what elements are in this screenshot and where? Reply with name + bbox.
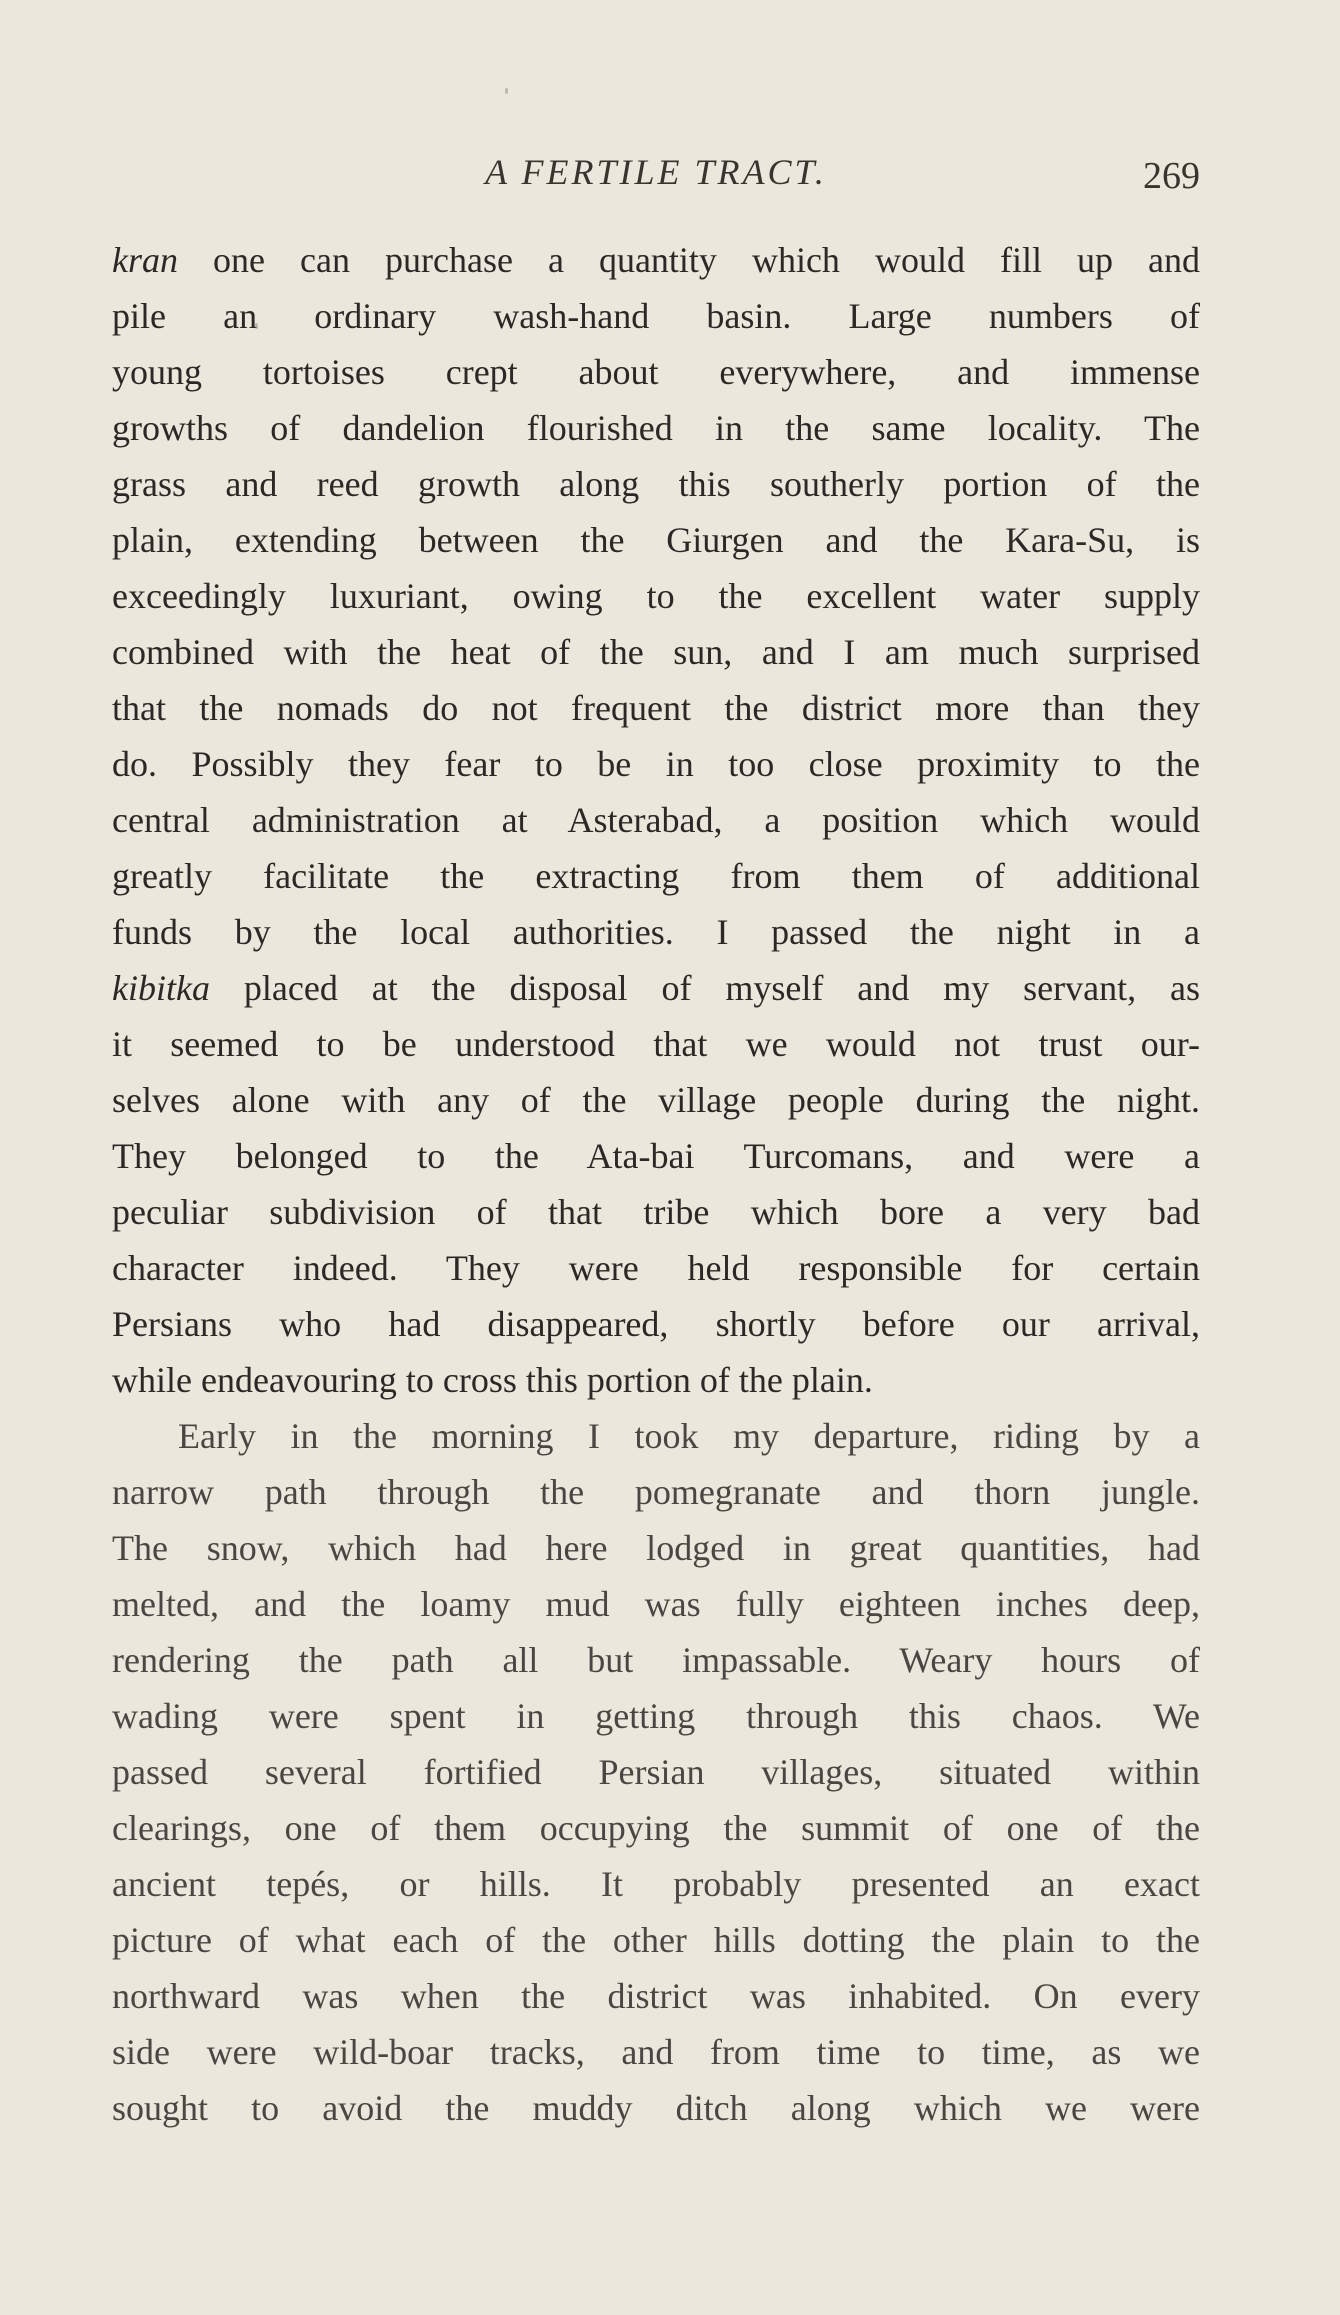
text-segment: it seemed to be understood that we would not trust our-	[112, 1024, 1200, 1064]
text-segment: do. Possibly they fear to be in too close proximity to the	[112, 744, 1200, 784]
text-segment: exceedingly luxuriant, owing to the excellent water supply	[112, 576, 1200, 616]
text-segment: pile an ordinary wash-hand basin. Large numbers of	[112, 296, 1200, 336]
text-line	[112, 1352, 1200, 1408]
text-segment: sought to avoid the muddy ditch along which we were	[112, 2088, 1200, 2128]
text-line	[112, 1184, 1200, 1240]
text-segment: growths of dandelion flourished in the same locality. The	[112, 408, 1200, 448]
text-segment: Persians who had disappeared, shortly before our arrival,	[112, 1304, 1200, 1344]
text-segment: while endeavouring to cross this portion of the plain.	[112, 1360, 873, 1400]
text-line	[112, 1016, 1200, 1072]
page-header	[112, 150, 1200, 200]
italic-word: kibitka	[112, 968, 210, 1008]
text-line	[112, 1520, 1200, 1576]
text-line	[112, 736, 1200, 792]
text-line	[112, 960, 1200, 1016]
text-line	[112, 2024, 1200, 2080]
text-line	[112, 680, 1200, 736]
body-text	[112, 232, 1200, 2136]
text-segment: melted, and the loamy mud was fully eighteen inches deep,	[112, 1584, 1200, 1624]
italic-word: kran	[112, 240, 178, 280]
text-segment: side were wild-boar tracks, and from time to time, as we	[112, 2032, 1200, 2072]
text-segment: selves alone with any of the village people during the night.	[112, 1080, 1200, 1120]
paragraph-2	[112, 1408, 1200, 2136]
text-segment: funds by the local authorities. I passed the night in a	[112, 912, 1200, 952]
text-line	[112, 288, 1200, 344]
text-line	[112, 1296, 1200, 1352]
text-line	[112, 904, 1200, 960]
text-segment: clearings, one of them occupying the summit of one of the	[112, 1808, 1200, 1848]
text-segment: passed several fortified Persian villages, situated within	[112, 1752, 1200, 1792]
text-line	[112, 1240, 1200, 1296]
text-segment: grass and reed growth along this southerly portion of the	[112, 464, 1200, 504]
text-line	[112, 512, 1200, 568]
text-segment: rendering the path all but impassable. Weary hours of	[112, 1640, 1200, 1680]
text-line	[112, 1968, 1200, 2024]
text-line	[112, 624, 1200, 680]
text-line	[112, 232, 1200, 288]
text-segment: young tortoises crept about everywhere, and immense	[112, 352, 1200, 392]
text-segment: They belonged to the Ata-bai Turcomans, and were a	[112, 1136, 1200, 1176]
page-number: 269	[1143, 155, 1200, 197]
text-line	[112, 1912, 1200, 1968]
text-segment: ancient tepés, or hills. It probably presented an exact	[112, 1864, 1200, 1904]
running-title: A FERTILE TRACT.	[485, 152, 827, 192]
text-segment: Early in the morning I took my departure, riding by a	[178, 1416, 1200, 1456]
text-segment: character indeed. They were held responsible for certain	[112, 1248, 1200, 1288]
text-segment: narrow path through the pomegranate and thorn jungle.	[112, 1472, 1200, 1512]
text-line	[112, 2080, 1200, 2136]
text-line	[112, 568, 1200, 624]
text-line	[112, 1856, 1200, 1912]
text-segment: picture of what each of the other hills dotting the plain to the	[112, 1920, 1200, 1960]
text-segment: wading were spent in getting through this chaos. We	[112, 1696, 1200, 1736]
text-segment: plain, extending between the Giurgen and the Kara-Su, is	[112, 520, 1200, 560]
text-line	[112, 456, 1200, 512]
paragraph-1	[112, 232, 1200, 1408]
text-line	[112, 400, 1200, 456]
text-segment: that the nomads do not frequent the district more than they	[112, 688, 1200, 728]
text-line	[112, 1632, 1200, 1688]
text-segment: one can purchase a quantity which would fill up and	[178, 240, 1200, 280]
paper-speck	[505, 88, 508, 94]
text-line	[112, 1408, 1200, 1464]
text-line	[112, 1576, 1200, 1632]
text-line	[112, 792, 1200, 848]
text-line	[112, 1744, 1200, 1800]
text-segment: The snow, which had here lodged in great quantities, had	[112, 1528, 1200, 1568]
text-line	[112, 1688, 1200, 1744]
text-line	[112, 1464, 1200, 1520]
text-segment: northward was when the district was inhabited. On every	[112, 1976, 1200, 2016]
text-segment: peculiar subdivision of that tribe which bore a very bad	[112, 1192, 1200, 1232]
text-segment: combined with the heat of the sun, and I am much surprised	[112, 632, 1200, 672]
text-line	[112, 344, 1200, 400]
text-line	[112, 1128, 1200, 1184]
text-segment: greatly facilitate the extracting from them of additional	[112, 856, 1200, 896]
paper-speck	[255, 323, 258, 329]
text-segment: central administration at Asterabad, a position which would	[112, 800, 1200, 840]
text-segment: placed at the disposal of myself and my servant, as	[209, 968, 1200, 1008]
text-line	[112, 848, 1200, 904]
text-line	[112, 1800, 1200, 1856]
text-line	[112, 1072, 1200, 1128]
